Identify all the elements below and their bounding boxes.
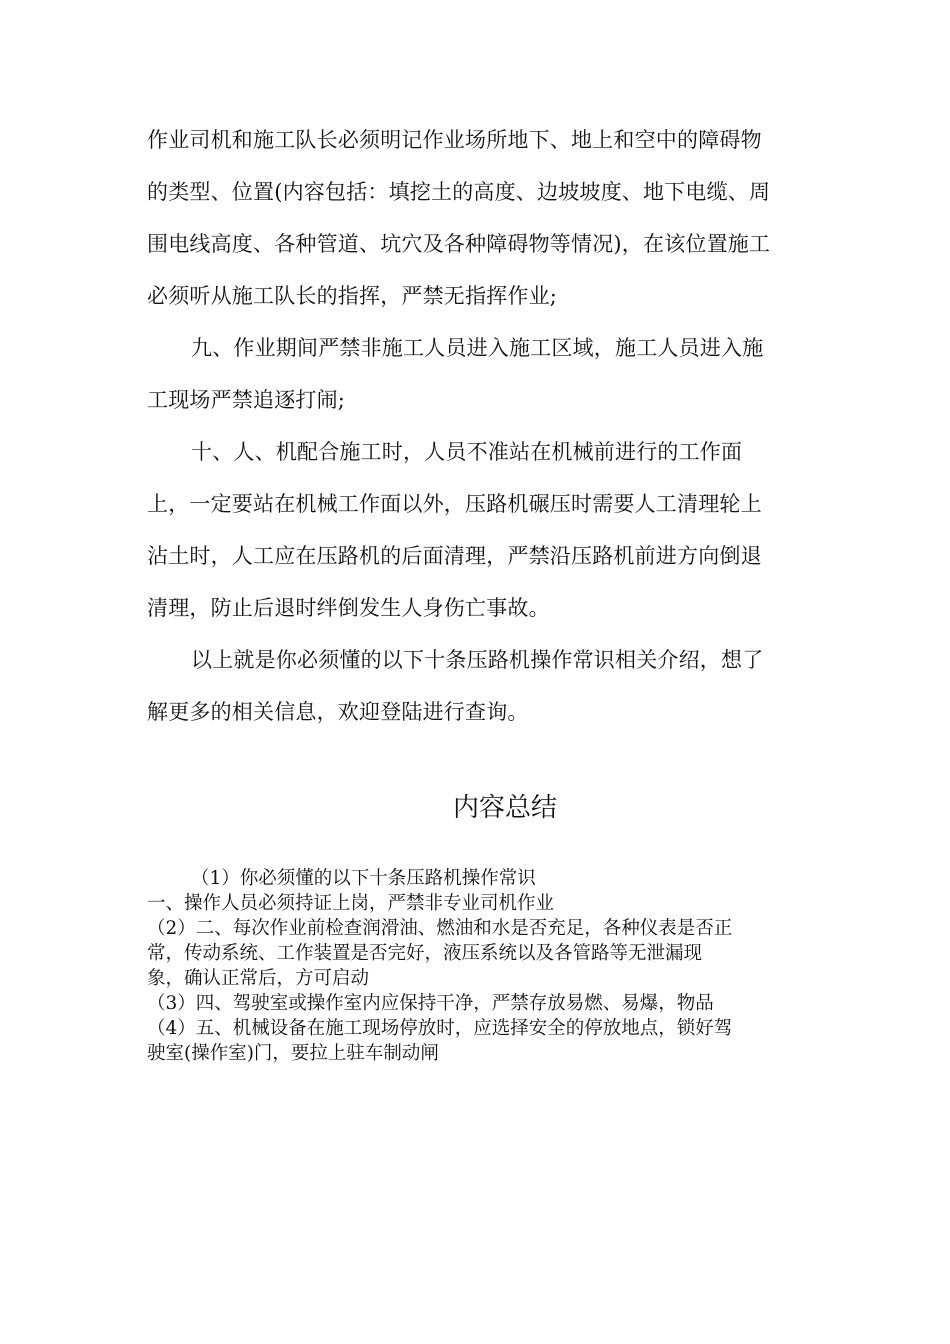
paragraph-line: 的类型、位置(内容包括：填挖土的高度、边坡坡度、地下电缆、周 [147, 180, 771, 204]
summary-line: 象，确认正常后，方可启动 [147, 968, 370, 989]
summary-line: 常，传动系统、工作装置是否完好，液压系统以及各管路等无泄漏现 [147, 943, 703, 964]
body-text [147, 114, 807, 738]
paragraph-line: 上，一定要站在机械工作面以外，压路机碾压时需要人工清理轮上 [147, 492, 762, 516]
summary-line: （3）四、驾驶室或操作室内应保持干净，严禁存放易燃、易爆，物品 [147, 993, 714, 1014]
summary-list [147, 866, 807, 1066]
paragraph-line: 围电线高度、各种管道、坑穴及各种障碍物等情况)，在该位置施工 [147, 232, 771, 256]
paragraph-line: 工现场严禁追逐打闹; [147, 388, 346, 412]
paragraph-line: 十、人、机配合施工时，人员不准站在机械前进行的工作面 [191, 440, 743, 464]
paragraph-line: 沾土时，人工应在压路机的后面清理，严禁沿压路机前进方向倒退 [147, 544, 762, 568]
summary-line: 一、操作人员必须持证上岗，严禁非专业司机作业 [147, 893, 555, 914]
summary-title: 内容总结 [452, 793, 557, 823]
summary-line: （4）五、机械设备在施工现场停放时，应选择安全的停放地点，锁好驾 [147, 1018, 733, 1039]
paragraph-line: 作业司机和施工队长必须明记作业场所地下、地上和空中的障碍物 [147, 128, 762, 152]
summary-line: （2）二、每次作业前检查润滑油、燃油和水是否充足，各种仪表是否正 [147, 918, 733, 939]
summary-line: 驶室(操作室)门，要拉上驻车制动闸 [147, 1043, 439, 1064]
paragraph-line: 以上就是你必须懂的以下十条压路机操作常识相关介绍，想了 [191, 648, 764, 672]
paragraph-line: 九、作业期间严禁非施工人员进入施工区域，施工人员进入施 [191, 336, 764, 360]
paragraph-line: 清理，防止后退时绊倒发生人身伤亡事故。 [147, 596, 550, 620]
paragraph-line: 必须听从施工队长的指挥，严禁无指挥作业; [147, 284, 558, 308]
summary-line: （1）你必须懂的以下十条压路机操作常识 [191, 868, 536, 889]
paragraph-line: 解更多的相关信息，欢迎登陆进行查询。 [147, 700, 529, 724]
